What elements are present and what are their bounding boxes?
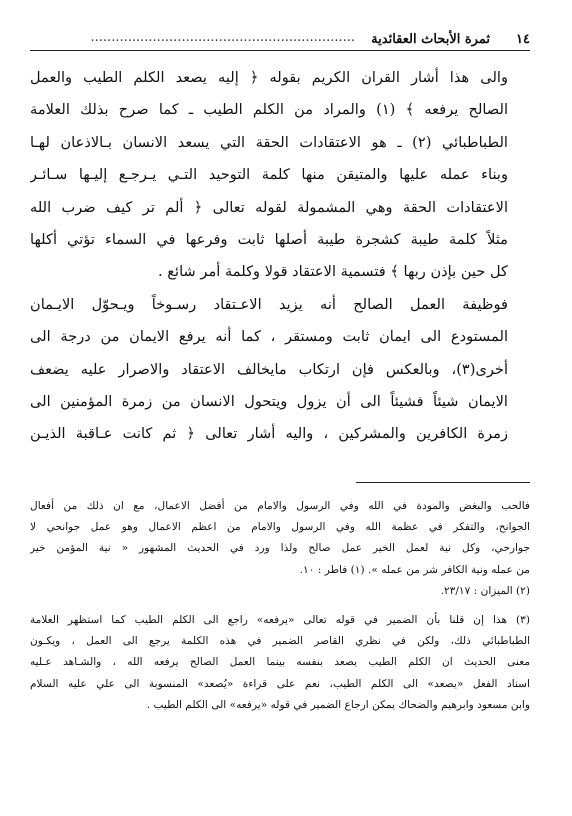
footnote-line: الجوانح، والتفكر في عظمة الله وفي الرسول والامام من اعظم الاعمال وهو عمل جوانحي لا xyxy=(30,521,530,534)
text-line: أخرى(٣)، وبالعكس فإن ارتكاب مايخالف الاعتقاد والاصرار عليه يضعف xyxy=(30,360,508,378)
text-line: الصالح يرفعه ﴾ (١) والمراد من الكلم الطيب ـ كما صرح بذلك العلامة xyxy=(30,101,508,119)
footnote-3-line: الطباطبائي ذلك، ولكن في نظري القاصر الضمير في هذه الكلمة يرجع الى العمل ، ويكـون xyxy=(30,635,530,648)
footnote-gap xyxy=(30,602,530,610)
running-header xyxy=(30,30,530,52)
footnote-line: من عمله ونية الكافر شر من عمله ». (١) فاطر : ١٠. xyxy=(299,563,530,576)
footnote-3-line: اسناد الفعل «يصعد» الى الكلم الطيب، نعم على قراءة «يُصعد» المنسوبة الى علي عليه السلام xyxy=(30,677,530,690)
page-number: ١٤ xyxy=(516,32,530,47)
text-line: فوظيفة العمل الصالح أنه يزيد الاعـتقاد رسـوخاً ويـحوّل الايـمان xyxy=(30,295,508,313)
footnote-3-line: وابن مسعود وابرهيم والضحاك يمكن ارجاع الضمير في قوله «يرفعه» الى الكلم الطيب . xyxy=(146,698,530,711)
main-text xyxy=(30,62,530,451)
footnote-3-line: (٣) هذا إن قلنا بأن الضمير في قوله تعالى «يرفعه» راجع الى الكلم الطيب كما استظهر العلامة xyxy=(30,614,530,627)
footnote-2: (٢) الميزان : ٢٣/١٧. xyxy=(440,584,530,597)
footnote-3-line: معنى الحديث ان الكلم الطيب يصعد بنفسه بينما العمل الصالح يرفعه الله ، والشـاهد عـليه xyxy=(30,656,530,669)
footnote-separator xyxy=(356,482,530,483)
text-line: وبناء عمله عليها والمتيقن منها كلمة التوحيد التـي يـرجـع إليـها سـائـر xyxy=(30,166,508,184)
header-rule xyxy=(30,50,530,51)
paragraph-1 xyxy=(30,62,530,289)
text-line: مثلاً كلمة طيبة كشجرة طيبة أصلها ثابت وفرعها في السماء تؤتي أكلها xyxy=(30,231,508,249)
text-line: الاعتقادات الحقة وهي المشمولة لقوله تعالى ﴿ ألم تر كيف ضرب الله xyxy=(30,198,508,216)
running-title: ثمرة الأبحاث العقائدية xyxy=(371,32,490,47)
text-line: المستودع الى ايمان ثابت ومستقر ، كما أنه يرفع الايمان من درجة الى xyxy=(30,328,508,346)
footnote-line: جوارحي، وكل نية لعمل الخير عمل صالح ولذا ورد في الحديث المشهور « نية المؤمن خير xyxy=(30,542,530,555)
header-leader-dots: ................................................................ xyxy=(90,30,355,45)
text-line: زمرة الكافرين والمشركين ، واليه أشار تعالى ﴿ ثم كانت عـاقبة الذيـن xyxy=(30,425,508,443)
footnotes xyxy=(30,496,530,716)
footnote-line: فالحب والبغض والمودة في الله وفي الرسول والامام من أفضل الاعمال، مع ان ذلك من أفعال xyxy=(30,500,530,512)
text-line: الايمان شيئاً فشيئاً الى أن يزول ويتحول الانسان من زمرة المؤمنين الى xyxy=(30,393,508,411)
text-line: والى هذا أشار القران الكريم بقوله ﴿ إليه يصعد الكلم الطيب والعمل xyxy=(30,69,508,86)
text-line: الطباطبائي (٢) ـ هو الاعتقادات الحقة التي يسعد الانسان بـالاذعان لهـا xyxy=(30,133,508,151)
paragraph-2 xyxy=(30,289,530,451)
text-line: كل حين بإذن ربها ﴾ فتسمية الاعتقاد قولا وكلمة أمر شائع . xyxy=(158,263,508,281)
